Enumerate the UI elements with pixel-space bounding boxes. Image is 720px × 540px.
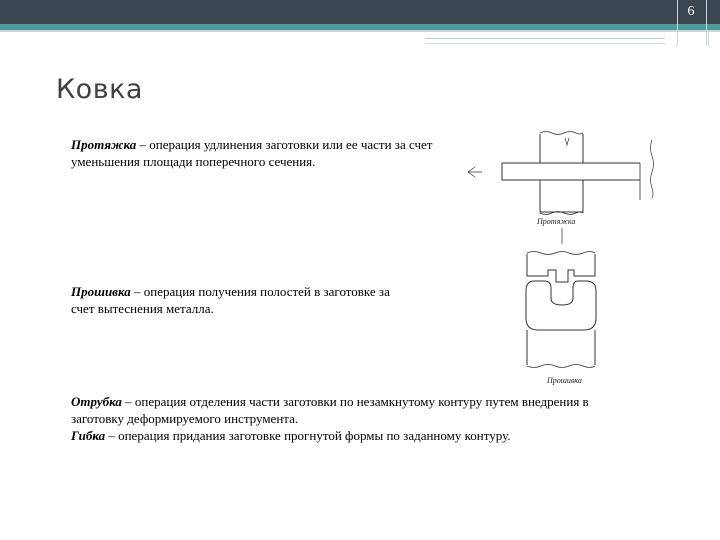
piercing-term: Прошивка	[71, 284, 131, 299]
slide-title: Ковка	[56, 74, 143, 105]
slide-number: 6	[687, 4, 695, 19]
drawing-caption: Протяжка	[537, 217, 576, 226]
piercing-text: – операция получения полостей в заготовке за счет вытеснения металла.	[71, 284, 390, 316]
drawing-diagram	[468, 132, 654, 215]
cutting-term: Отрубка	[71, 394, 122, 409]
piercing-diagram	[526, 228, 596, 368]
drawing-text: – операция удлинения заготовки или ее части за счет уменьшения площади поперечного сечения.	[71, 137, 433, 169]
drawing-term: Протяжка	[71, 137, 137, 152]
cutting-text: – операция отделения части заготовки по незамкнутому контуру путем внедрения в заготовку деформируемого инструмента.	[71, 394, 589, 426]
piercing-caption: Прошивка	[547, 376, 582, 385]
bending-term: Гибка	[71, 428, 106, 443]
bending-text: – операция придания заготовке прогнутой формы по заданному контуру.	[105, 428, 511, 443]
